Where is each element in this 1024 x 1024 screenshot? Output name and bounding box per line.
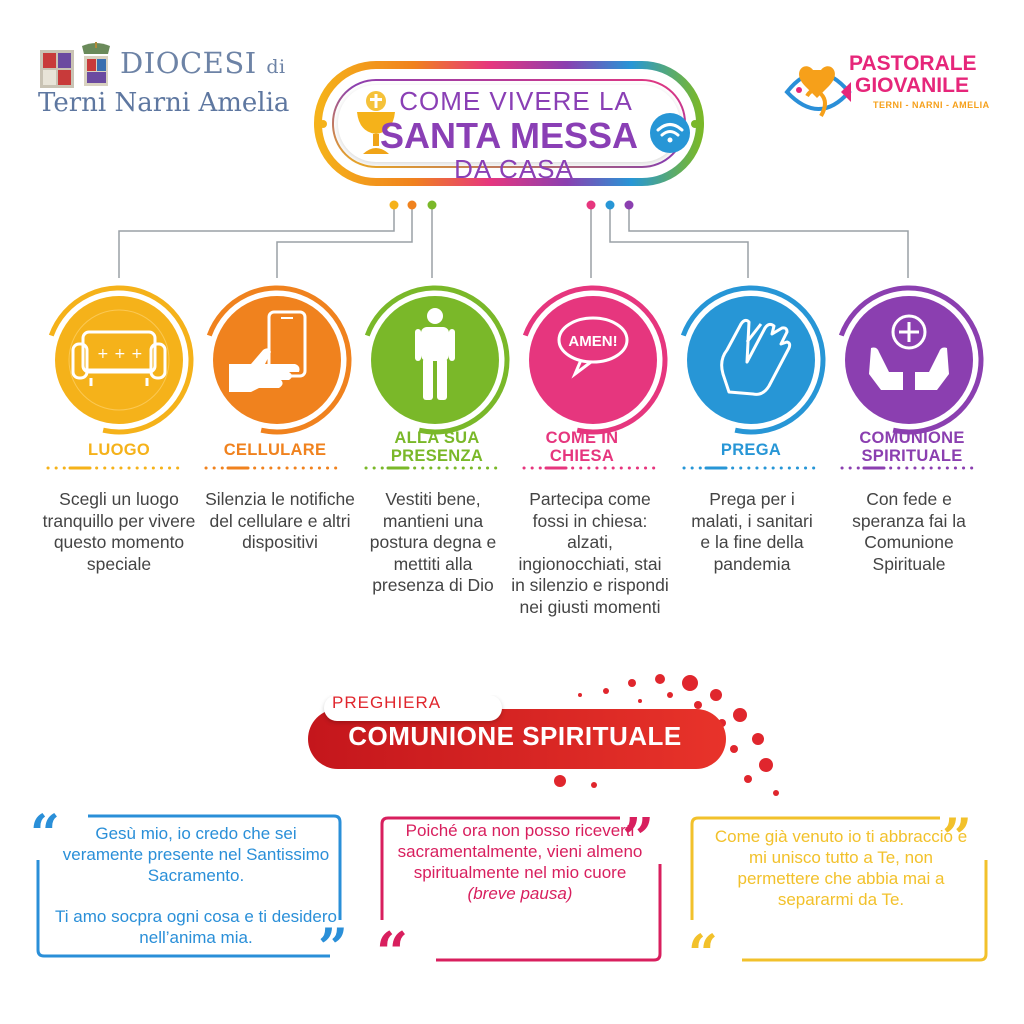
title-line2: SANTA MESSA <box>379 115 638 156</box>
svg-text:+: + <box>97 346 109 362</box>
step-desc-presenza: Vestiti bene, mantieni una postura degna e mettiti alla presenza di Dio <box>369 489 497 595</box>
step-title-presenza: ALLA SUA PRESENZA <box>390 429 484 465</box>
pastorale-line2: GIOVANILE <box>855 74 969 97</box>
step-circle-comunione <box>829 282 989 442</box>
close-quote-icon: ” <box>318 918 348 960</box>
step-title-comunione: COMUNIONE SPIRITUALE <box>859 429 965 465</box>
heading-dividers <box>0 462 1024 474</box>
step-desc-comunione: Con fede e speranza fai la Comunione Spirituale <box>852 489 966 574</box>
svg-text:+: + <box>114 346 126 362</box>
step-title-cellulare: CELLULARE <box>223 441 327 459</box>
open-quote-icon: “ <box>688 924 718 968</box>
step-title-luogo: LUOGO <box>88 441 150 459</box>
close-quote-icon: ” <box>942 808 972 869</box>
pastorale-line3: TERNI - NARNI - AMELIA <box>873 100 990 110</box>
open-quote-icon: “ <box>30 810 60 865</box>
step-circle-chiesa <box>513 282 673 442</box>
step-title-prega: PREGA <box>720 441 782 459</box>
close-quote-icon: ” <box>622 808 655 872</box>
quote-yellow: Come già venuto io ti abbraccio e mi unisco tutto a Te, non permettere che abbia mai a separarmi da Te. <box>714 827 968 909</box>
prayer-heading: COMUNIONE SPIRITUALE <box>348 721 682 751</box>
svg-text:+: + <box>131 346 143 362</box>
title-line1: COME VIVERE LA <box>399 86 633 116</box>
title-line3: DA CASA <box>454 154 574 184</box>
step-circle-luogo <box>39 282 199 442</box>
step-circle-prega <box>671 282 831 442</box>
step-desc-cellulare: Silenzia le notifiche del cellulare e altri dispositivi <box>205 489 355 552</box>
svg-text:AMEN!: AMEN! <box>568 333 618 350</box>
step-desc-luogo: Scegli un luogo tranquillo per vivere questo momento speciale <box>42 489 196 574</box>
step-circle-cellulare <box>197 282 357 442</box>
step-title-chiesa: COME IN CHIESA <box>545 429 619 465</box>
step-desc-prega: Prega per i malati, i sanitari e la fine della pandemia <box>691 489 813 574</box>
diocesi-name: DIOCESI di <box>120 46 286 80</box>
step-desc-chiesa: Partecipa come fossi in chiesa: alzati, ingionocchiati, stai in silenzio e rispondi nei giusti momenti <box>511 489 669 617</box>
open-quote-icon: “ <box>376 920 409 968</box>
prayer-label: PREGHIERA <box>332 693 442 712</box>
step-circle-presenza <box>355 282 515 442</box>
quote-blue: Gesù mio, io credo che sei veramente presente nel Santissimo Sacramento. Ti amo socpra ogni cosa e ti desidero nell’anima mia. <box>55 824 337 947</box>
connector-lines <box>0 0 1024 300</box>
pastorale-line1: PASTORALE <box>849 52 977 75</box>
diocesi-subtitle: Terni Narni Amelia <box>38 88 290 118</box>
quote-pink: Poiché ora non posso riceverti sacramentalmente, vieni almeno spiritualmente nel mio cuore (breve pausa) <box>397 821 643 903</box>
